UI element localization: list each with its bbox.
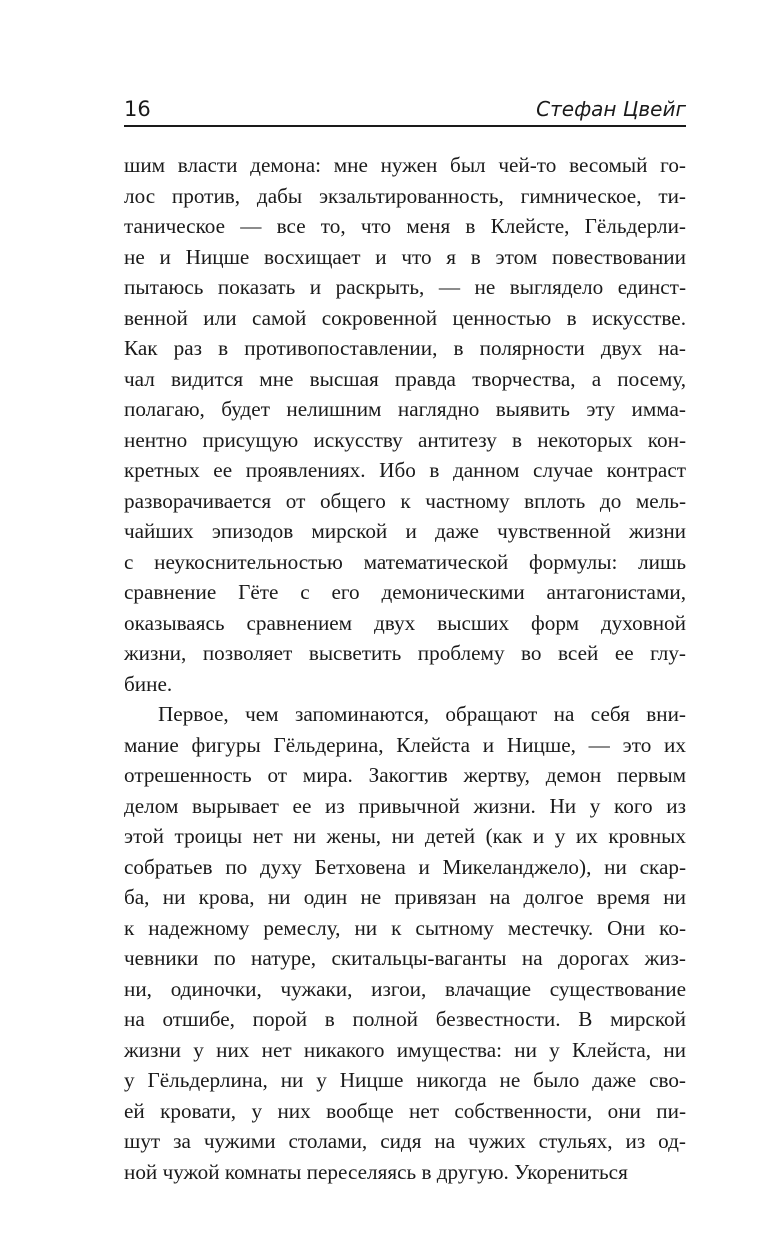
text-line: чайших эпизодов мирской и даже чувственной жизни [124, 519, 686, 543]
text-line: полагаю, будет нелишним наглядно выявить эту имма- [124, 397, 686, 421]
text-line: этой троицы нет ни жены, ни детей (как и у их кровных [124, 824, 686, 848]
text-line: собратьев по духу Бетховена и Микеланджело), ни скар- [124, 854, 686, 879]
text-line: не и Ницше восхищает и что я в этом повествовании [124, 244, 686, 269]
text-line: к надежному ремеслу, ни к сытному местечку. Они ко- [124, 915, 686, 940]
body-text [124, 150, 686, 1187]
text-line: пытаюсь показать и раскрыть, — не выглядело единст- [124, 275, 686, 299]
text-line: ба, ни крова, ни один не привязан на долгое время ни [124, 885, 686, 909]
text-line: венной или самой сокровенной ценностью в искусстве. [124, 305, 686, 330]
text-line: жизни у них нет никакого имущества: ни у Клейста, ни [124, 1037, 686, 1062]
text-line: лос против, дабы экзальтированность, гимническое, ти- [124, 183, 686, 208]
text-line: Первое, чем запоминаются, обращают на себя вни- [158, 702, 686, 726]
text-line: Как раз в противопоставлении, в полярности двух на- [124, 336, 686, 360]
paragraph [124, 150, 686, 699]
text-line: ей кровати, у них вообще нет собственности, они пи- [124, 1098, 686, 1123]
text-line: на отшибе, порой в полной безвестности. В мирской [124, 1007, 686, 1031]
text-line: чал видится мне высшая правда творчества, а посему, [124, 366, 686, 391]
text-line: кретных ее проявлениях. Ибо в данном случае контраст [124, 458, 686, 482]
page-number: 16 [124, 97, 151, 121]
paragraph [124, 699, 686, 1187]
running-head-author: Стефан Цвейг [536, 97, 686, 121]
header-rule [124, 125, 686, 127]
text-line: разворачивается от общего к частному вплоть до мель- [124, 488, 686, 513]
text-line: ной чужой комнаты переселяясь в другую. Укорениться [124, 1159, 628, 1184]
text-line: отрешенность от мира. Закогтив жертву, демон первым [124, 763, 686, 787]
text-line: таническое — все то, что меня в Клейсте, Гёльдерли- [124, 214, 686, 238]
text-line: шим власти демона: мне нужен был чей-то весомый го- [124, 153, 686, 177]
text-line: шут за чужими столами, сидя на чужих стульях, из од- [124, 1129, 686, 1153]
text-line: с неукоснительностью математической формулы: лишь [124, 549, 686, 574]
text-line: у Гёльдерлина, ни у Ницше никогда не было даже сво- [124, 1068, 686, 1092]
text-line: нентно присущую искусству антитезу в некоторых кон- [124, 427, 686, 452]
text-line: мание фигуры Гёльдерина, Клейста и Ницше, — это их [124, 732, 686, 757]
text-line: ни, одиночки, чужаки, изгои, влачащие существование [124, 976, 686, 1001]
text-line: бине. [124, 671, 173, 696]
text-line: чевники по натуре, скитальцы-ваганты на дорогах жиз- [124, 946, 686, 970]
page-header [124, 96, 686, 126]
text-line: делом вырывает ее из привычной жизни. Ни у кого из [124, 793, 686, 818]
text-line: оказываясь сравнением двух высших форм духовной [124, 610, 686, 635]
text-line: сравнение Гёте с его демоническими антагонистами, [124, 580, 686, 604]
text-line: жизни, позволяет высветить проблему во всей ее глу- [124, 641, 686, 665]
